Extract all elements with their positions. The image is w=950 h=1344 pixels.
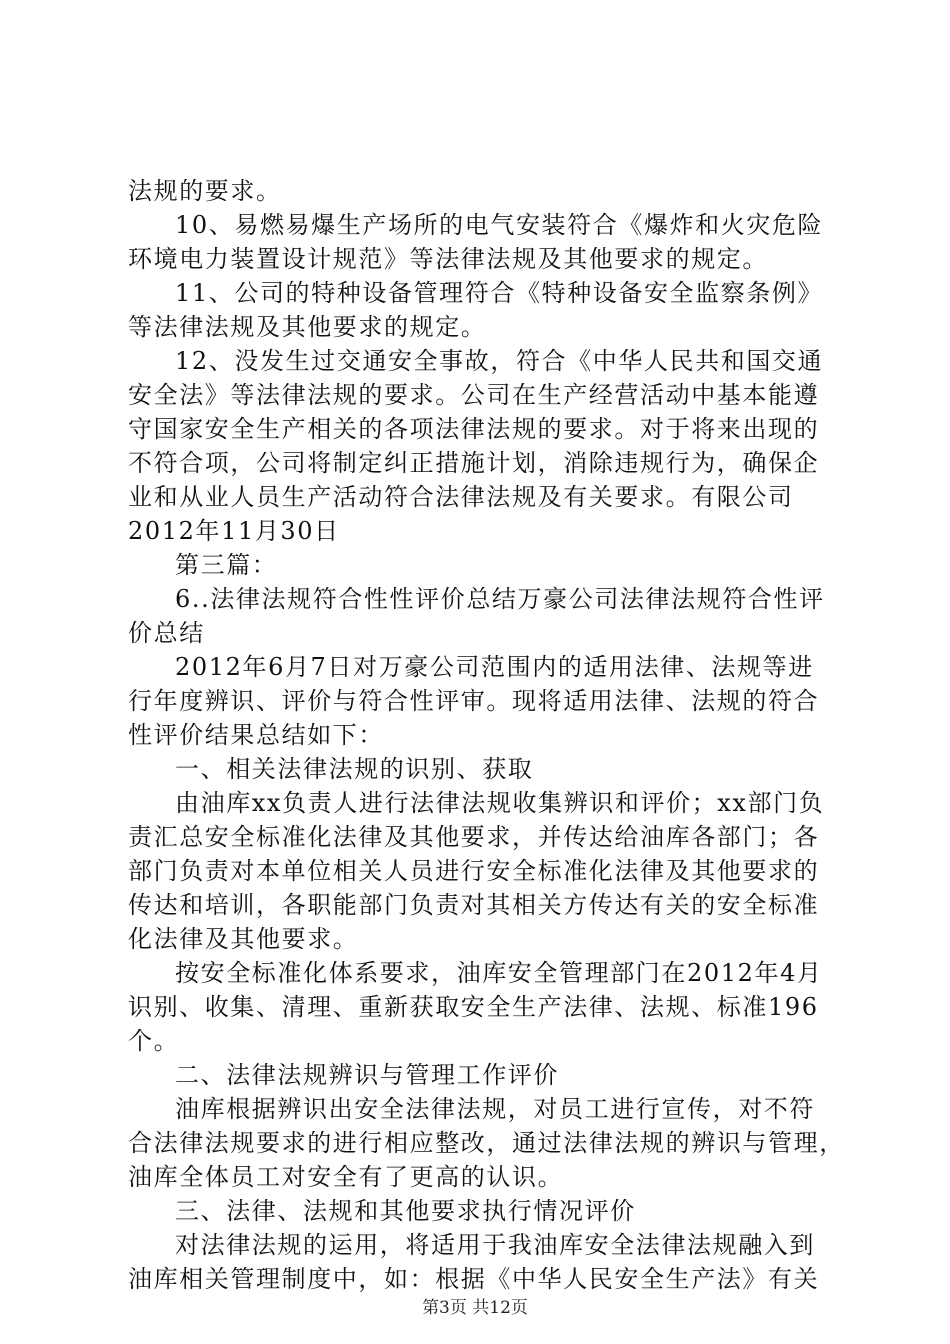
text-line: 按安全标准化体系要求，油库安全管理部门在2012年4月 — [175, 959, 823, 987]
paragraph-item-11: 11、公司的特种设备管理符合《特种设备安全监察条例》 — [175, 279, 824, 307]
text-line: 性评价结果总结如下： — [128, 721, 384, 749]
page-footer: 第3页 共12页 — [422, 1298, 528, 1318]
text-line: 业和从业人员生产活动符合法律法规及有关要求。有限公司 — [128, 483, 794, 511]
text-line: 油库根据辨识出安全法律法规，对员工进行宣传，对不符 — [175, 1095, 815, 1123]
text-line: 油库全体员工对安全有了更高的认识。 — [128, 1163, 564, 1191]
paragraph-item-12: 12、没发生过交通安全事故，符合《中华人民共和国交通 — [175, 347, 824, 375]
article-title: 6..法律法规符合性性评价总结万豪公司法律法规符合性评 — [175, 585, 825, 613]
subheading-2: 二、法律法规辨识与管理工作评价 — [175, 1061, 559, 1089]
text-line: 等法律法规及其他要求的规定。 — [128, 313, 487, 341]
text-line: 环境电力装置设计规范》等法律法规及其他要求的规定。 — [128, 245, 768, 273]
text-line: 对法律法规的运用，将适用于我油库安全法律法规融入到 — [175, 1231, 815, 1259]
text-line: 识别、收集、清理、重新获取安全生产法律、法规、标准196 — [128, 993, 819, 1021]
subheading-1: 一、相关法律法规的识别、获取 — [175, 755, 534, 783]
text-line: 安全法》等法律法规的要求。公司在生产经营活动中基本能遵 — [128, 381, 820, 409]
text-line: 合法律法规要求的进行相应整改，通过法律法规的辨识与管理， — [128, 1129, 845, 1157]
text-line: 油库相关管理制度中，如：根据《中华人民安全生产法》有关 — [128, 1265, 820, 1293]
text-line: 2012年6月7日对万豪公司范围内的适用法律、法规等进 — [175, 653, 814, 681]
text-line: 传达和培训，各职能部门负责对其相关方传达有关的安全标准 — [128, 891, 820, 919]
text-line: 化法律及其他要求。 — [128, 925, 359, 953]
text-line: 部门负责对本单位相关人员进行安全标准化法律及其他要求的 — [128, 857, 820, 885]
text-line: 个。 — [128, 1027, 180, 1055]
text-line: 不符合项，公司将制定纠正措施计划，消除违规行为，确保企 — [128, 449, 820, 477]
date-line: 2012年11月30日 — [128, 517, 340, 545]
article-title-cont: 价总结 — [128, 619, 205, 647]
text-line: 由油库xx负责人进行法律法规收集辨识和评价；xx部门负 — [175, 789, 825, 817]
subheading-3: 三、法律、法规和其他要求执行情况评价 — [175, 1197, 636, 1225]
paragraph-item-10: 10、易燃易爆生产场所的电气安装符合《爆炸和火灾危险 — [175, 211, 824, 239]
section-heading: 第三篇： — [175, 551, 278, 579]
text-line: 责汇总安全标准化法律及其他要求，并传达给油库各部门；各 — [128, 823, 820, 851]
text-line: 行年度辨识、评价与符合性评审。现将适用法律、法规的符合 — [128, 687, 820, 715]
text-line: 守国家安全生产相关的各项法律法规的要求。对于将来出现的 — [128, 415, 820, 443]
text-line: 法规的要求。 — [128, 177, 282, 205]
